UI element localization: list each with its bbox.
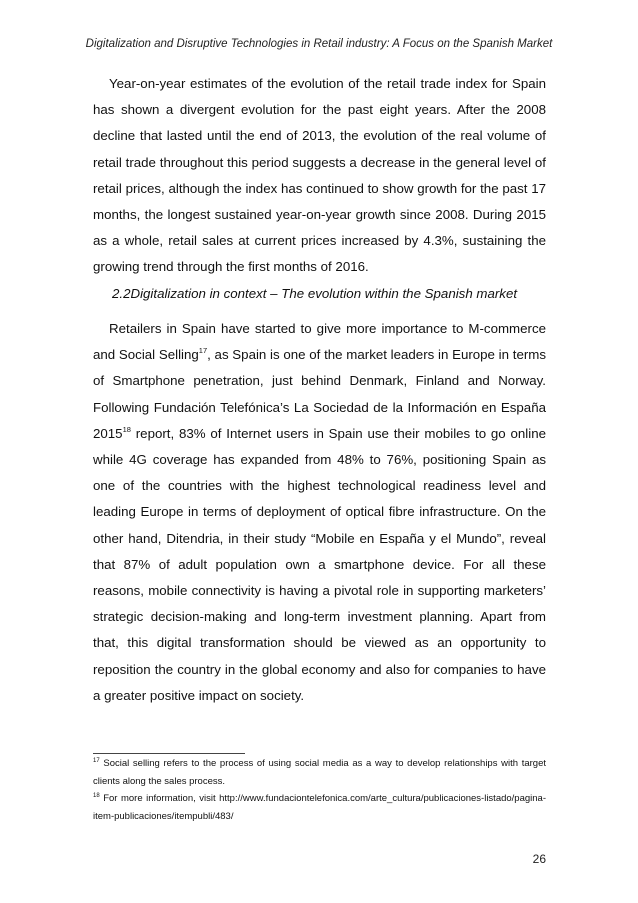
paragraph-digitalization-context	[93, 316, 546, 709]
footnote-text: For more information, visit http://www.fundaciontelefonica.com/arte_cultura/publicaciones-listado/pagina-item-publicaciones/itempubli/483/	[93, 793, 546, 822]
footnote-18	[93, 790, 546, 825]
section-heading: 2.2Digitalization in context – The evolution within the Spanish market	[112, 286, 518, 301]
footnote-ref-17[interactable]: 17	[198, 346, 208, 356]
footnote-ref-18[interactable]: 18	[122, 424, 131, 434]
paragraph-text-part1: Retailers in Spain have started to give more importance to M-commerce and Social Selling	[93, 321, 546, 363]
footnote-text: Social selling refers to the process of using social media as a way to develop relationships with target clients along the sales process.	[93, 758, 546, 787]
footnotes	[93, 755, 546, 825]
footnote-number: 18	[93, 793, 100, 799]
page-number: 26	[532, 852, 546, 866]
footnote-separator	[93, 753, 245, 754]
paragraph-text-part3: report, 83% of Internet users in Spain use their mobiles to go online while 4G coverage has expanded from 48% to 76%, positioning Spain as one of the countries with the highest technological readiness level and leading Europe in terms of deployment of optical fibre infrastructure. On the other hand, Ditendria, in their study “Mobile en España y el Mundo”, reveal that 87% of adult population own a smartphone device. For all these reasons, mobile connectivity is having a pivotal role in supporting marketers’ strategic decision-making and long-term investment planning. Apart from that, this digital transformation should be viewed as an opportunity to reposition the country in the global economy and also for companies to have a greater positive impact on society.	[93, 425, 546, 703]
paragraph-text-part2: , as Spain is one of the market leaders in Europe in terms of Smartphone penetration, just behind Denmark, Finland and Norway. Following Fundación Telefónica’s La Sociedad de la Información en España 2015	[93, 347, 546, 441]
footnote-17	[93, 755, 546, 790]
running-header: Digitalization and Disruptive Technologies in Retail industry: A Focus on the Spanish Market	[85, 38, 553, 50]
footnote-number: 17	[93, 758, 100, 764]
paragraph-retail-trade-index: Year-on-year estimates of the evolution of the retail trade index for Spain has shown a divergent evolution for the past eight years. After the 2008 decline that lasted until the end of 2013, the evolution of the real volume of retail trade throughout this period suggests a decrease in the general level of retail prices, although the index has continued to show growth for the past 17 months, the longest sustained year-on-year growth since 2008. During 2015 as a whole, retail sales at current prices increased by 4.3%, sustaining the growing trend through the first months of 2016.	[93, 76, 546, 275]
